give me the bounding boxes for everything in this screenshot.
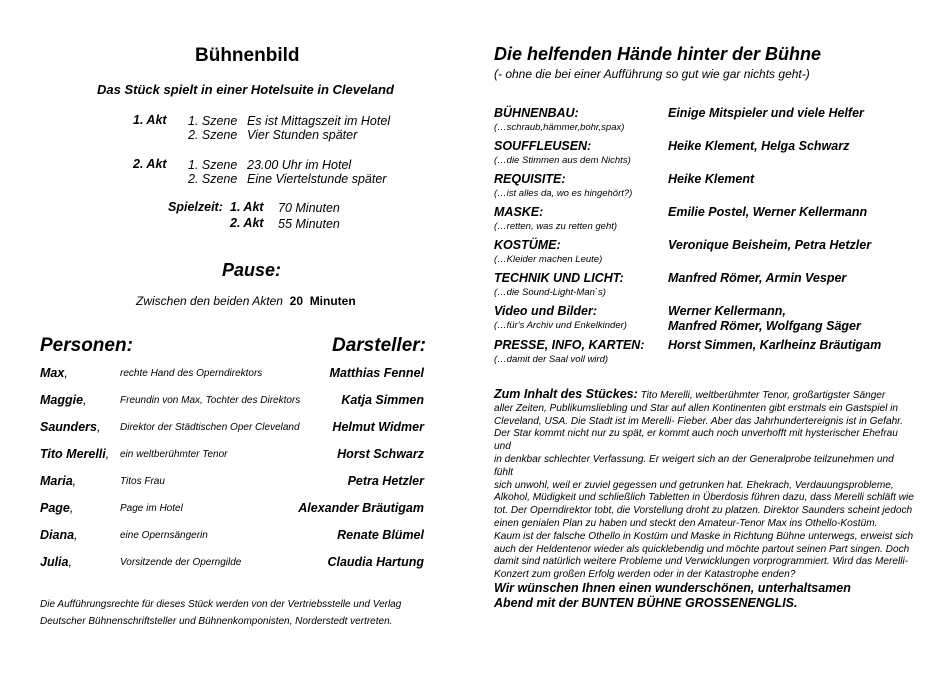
crew-names: Heike Klement	[668, 172, 755, 186]
akt1-scene1-label: 1. Szene	[188, 114, 238, 128]
plot-line: damit sind natürlich weitere Probleme und Verwicklungen vorprogrammiert. Wird das Merelli-	[494, 556, 909, 568]
cast-name: Maria,	[40, 474, 77, 488]
crew-label: Video und Bilder:	[494, 304, 598, 318]
crew-note: (…damit der Saal voll wird)	[494, 354, 609, 365]
akt2-scene2-text: Eine Viertelstunde später	[247, 172, 387, 186]
crew-note: (…schraub,hämmer,bohr,spax)	[494, 122, 625, 133]
crew-names-continued: Manfred Römer, Wolfgang Säger	[668, 319, 861, 333]
crew-note: (…für's Archiv und Enkelkinder)	[494, 320, 627, 331]
akt1-scene2-text: Vier Stunden später	[247, 128, 358, 142]
crew-label: SOUFFLEUSEN:	[494, 139, 592, 153]
cast-name: Maggie,	[40, 393, 87, 407]
akt2-scene2-label: 2. Szene	[188, 172, 238, 186]
cast-role: Vorsitzende der Operngilde	[120, 557, 242, 568]
cast-name: Saunders,	[40, 420, 101, 434]
cast-actor: Alexander Bräutigam	[298, 501, 424, 515]
cast-actor: Helmut Widmer	[332, 420, 424, 434]
spielzeit-akt1: 1. Akt	[230, 200, 264, 214]
crew-label: REQUISITE:	[494, 172, 566, 186]
cast-name: Diana,	[40, 528, 78, 542]
crew-names: Heike Klement, Helga Schwarz	[668, 139, 850, 153]
spielzeit-akt1-time: 70 Minuten	[278, 201, 340, 215]
cast-name: Tito Merelli,	[40, 447, 110, 461]
rights-note-line2: Deutscher Bühnenschriftsteller und Bühnenkomponisten, Norderstedt vertreten.	[40, 616, 393, 627]
cast-name: Julia,	[40, 555, 72, 569]
pause-unit: Minuten	[309, 294, 356, 308]
cast-actor: Petra Hetzler	[347, 474, 424, 488]
closing-wish-line1: Wir wünschen Ihnen einen wunderschönen, unterhaltsamen	[494, 581, 851, 595]
rights-note-line1: Die Aufführungsrechte für dieses Stück werden von der Vertriebsstelle und Verlag	[40, 599, 402, 610]
crew-names: Horst Simmen, Karlheinz Bräutigam	[668, 338, 882, 352]
cast-name: Page,	[40, 501, 74, 515]
cast-role: eine Opernsängerin	[120, 530, 208, 541]
crew-note: (…ist alles da, wo es hingehört?)	[494, 188, 633, 199]
closing-wish-line2: Abend mit der BUNTEN BÜHNE GROSSENENGLIS.	[494, 596, 798, 610]
cast-actor: Matthias Fennel	[329, 366, 424, 380]
plot-line: aller Zeiten, Publikumsliebling und Star auf allen Kontinenten gibt erstmals ein Gastspiel in	[494, 402, 898, 414]
akt1-label: 1. Akt	[133, 113, 167, 127]
crew-label: KOSTÜME:	[494, 238, 561, 252]
plot-summary	[494, 388, 914, 582]
cast-role: Titos Frau	[120, 476, 165, 487]
cast-role: Page im Hotel	[120, 503, 183, 514]
akt2-label: 2. Akt	[133, 157, 167, 171]
crew-label: BÜHNENBAU:	[494, 106, 579, 120]
crew-note: (…die Stimmen aus dem Nichts)	[494, 155, 631, 166]
cast-actor: Claudia Hartung	[327, 555, 424, 569]
spielzeit-akt2-time: 55 Minuten	[278, 217, 340, 231]
akt1-scene2-label: 2. Szene	[188, 128, 238, 142]
crew-names: Einige Mitspieler und viele Helfer	[668, 106, 864, 120]
plot-line: in denkbar schlechter Verfassung. Er weigert sich an der Generalprobe teilzunehmen und fühlt	[494, 453, 894, 478]
plot-line: auch der Heldentenor wieder als quicklebendig und möchte partout seinen Part singen. Doch	[494, 543, 910, 555]
cast-actor: Renate Blümel	[337, 528, 424, 542]
crew-subtitle: (- ohne die bei einer Aufführung so gut wie gar nichts geht-)	[494, 67, 810, 81]
crew-names: Manfred Römer, Armin Vesper	[668, 271, 847, 285]
crew-heading: Die helfenden Hände hinter der Bühne	[494, 44, 822, 64]
crew-label: PRESSE, INFO, KARTEN:	[494, 338, 645, 352]
plot-summary-heading: Zum Inhalt des Stückes:	[494, 387, 638, 401]
spielzeit-akt2: 2. Akt	[230, 216, 264, 230]
akt2-scene1-label: 1. Szene	[188, 158, 238, 172]
cast-actor: Horst Schwarz	[337, 447, 424, 461]
pause-text: Zwischen den beiden Akten	[136, 294, 283, 308]
pause-heading: Pause:	[222, 260, 282, 280]
plot-line: tot. Der Operndirektor tobt, die Vorstellung droht zu platzen. Direktor Saunders scheint jedoch	[494, 505, 913, 517]
cast-role: Freundin von Max, Tochter des Direktors	[120, 395, 301, 406]
closing-wish	[494, 581, 914, 611]
plot-line: sich unwohl, weil er zuviel gegessen und getrunken hat. Ehekrach, Verdauungsprobleme,	[494, 479, 894, 491]
pause-value: 20	[289, 294, 304, 308]
plot-line: Cleveland, USA. Die Stadt ist im Merelli- Fieber. Aber das Jahrhundertereignis ist in Gefahr.	[494, 415, 903, 427]
setting-subtitle: Das Stück spielt in einer Hotelsuite in Cleveland	[97, 82, 394, 97]
plot-line: Alkohol, Müdigkeit und schließlich Tabletten in Überdosis führen dazu, dass Merelli schläft wie	[494, 492, 914, 504]
crew-note: (…Kleider machen Leute)	[494, 254, 603, 265]
plot-line: Kaum ist der falsche Othello in Kostüm und Maske in Richtung Bühne unterwegs, erweist sich	[494, 530, 914, 542]
darsteller-heading: Darsteller:	[332, 335, 426, 356]
crew-label: MASKE:	[494, 205, 544, 219]
crew-note: (…die Sound-Light-Man`s)	[494, 287, 606, 298]
plot-line: einen genialen Plan zu haben und steckt den Amateur-Tenor Max ins Othello-Kostüm.	[494, 517, 878, 529]
page-title: Bühnenbild	[195, 45, 300, 66]
akt1-scene1-text: Es ist Mittagszeit im Hotel	[247, 114, 391, 128]
cast-role: ein weltberühmter Tenor	[120, 449, 228, 460]
cast-role: rechte Hand des Operndirektors	[120, 368, 263, 379]
crew-note: (…retten, was zu retten geht)	[494, 221, 618, 232]
spielzeit-label: Spielzeit:	[168, 200, 223, 214]
personen-heading: Personen:	[40, 335, 133, 356]
plot-line: Der Star kommt nicht nur zu spät, er kommt auch noch unverhofft mit hysterischer Ehefrau und	[494, 428, 898, 453]
crew-names: Veronique Beisheim, Petra Hetzler	[668, 238, 872, 252]
pause-line	[136, 294, 356, 308]
plot-line: Tito Merelli, weltberühmter Tenor, großartigster Sänger	[640, 390, 886, 401]
cast-name: Max,	[40, 366, 68, 380]
crew-names: Werner Kellermann,	[668, 304, 786, 318]
akt2-scene1-text: 23.00 Uhr im Hotel	[247, 158, 352, 172]
plot-line: Konzert zum großen Erfolg werden oder in der Katastrophe enden?	[494, 569, 796, 581]
crew-names: Emilie Postel, Werner Kellermann	[668, 205, 868, 219]
cast-actor: Katja Simmen	[341, 393, 424, 407]
crew-label: TECHNIK UND LICHT:	[494, 271, 624, 285]
cast-role: Direktor der Städtischen Oper Cleveland	[120, 422, 300, 433]
